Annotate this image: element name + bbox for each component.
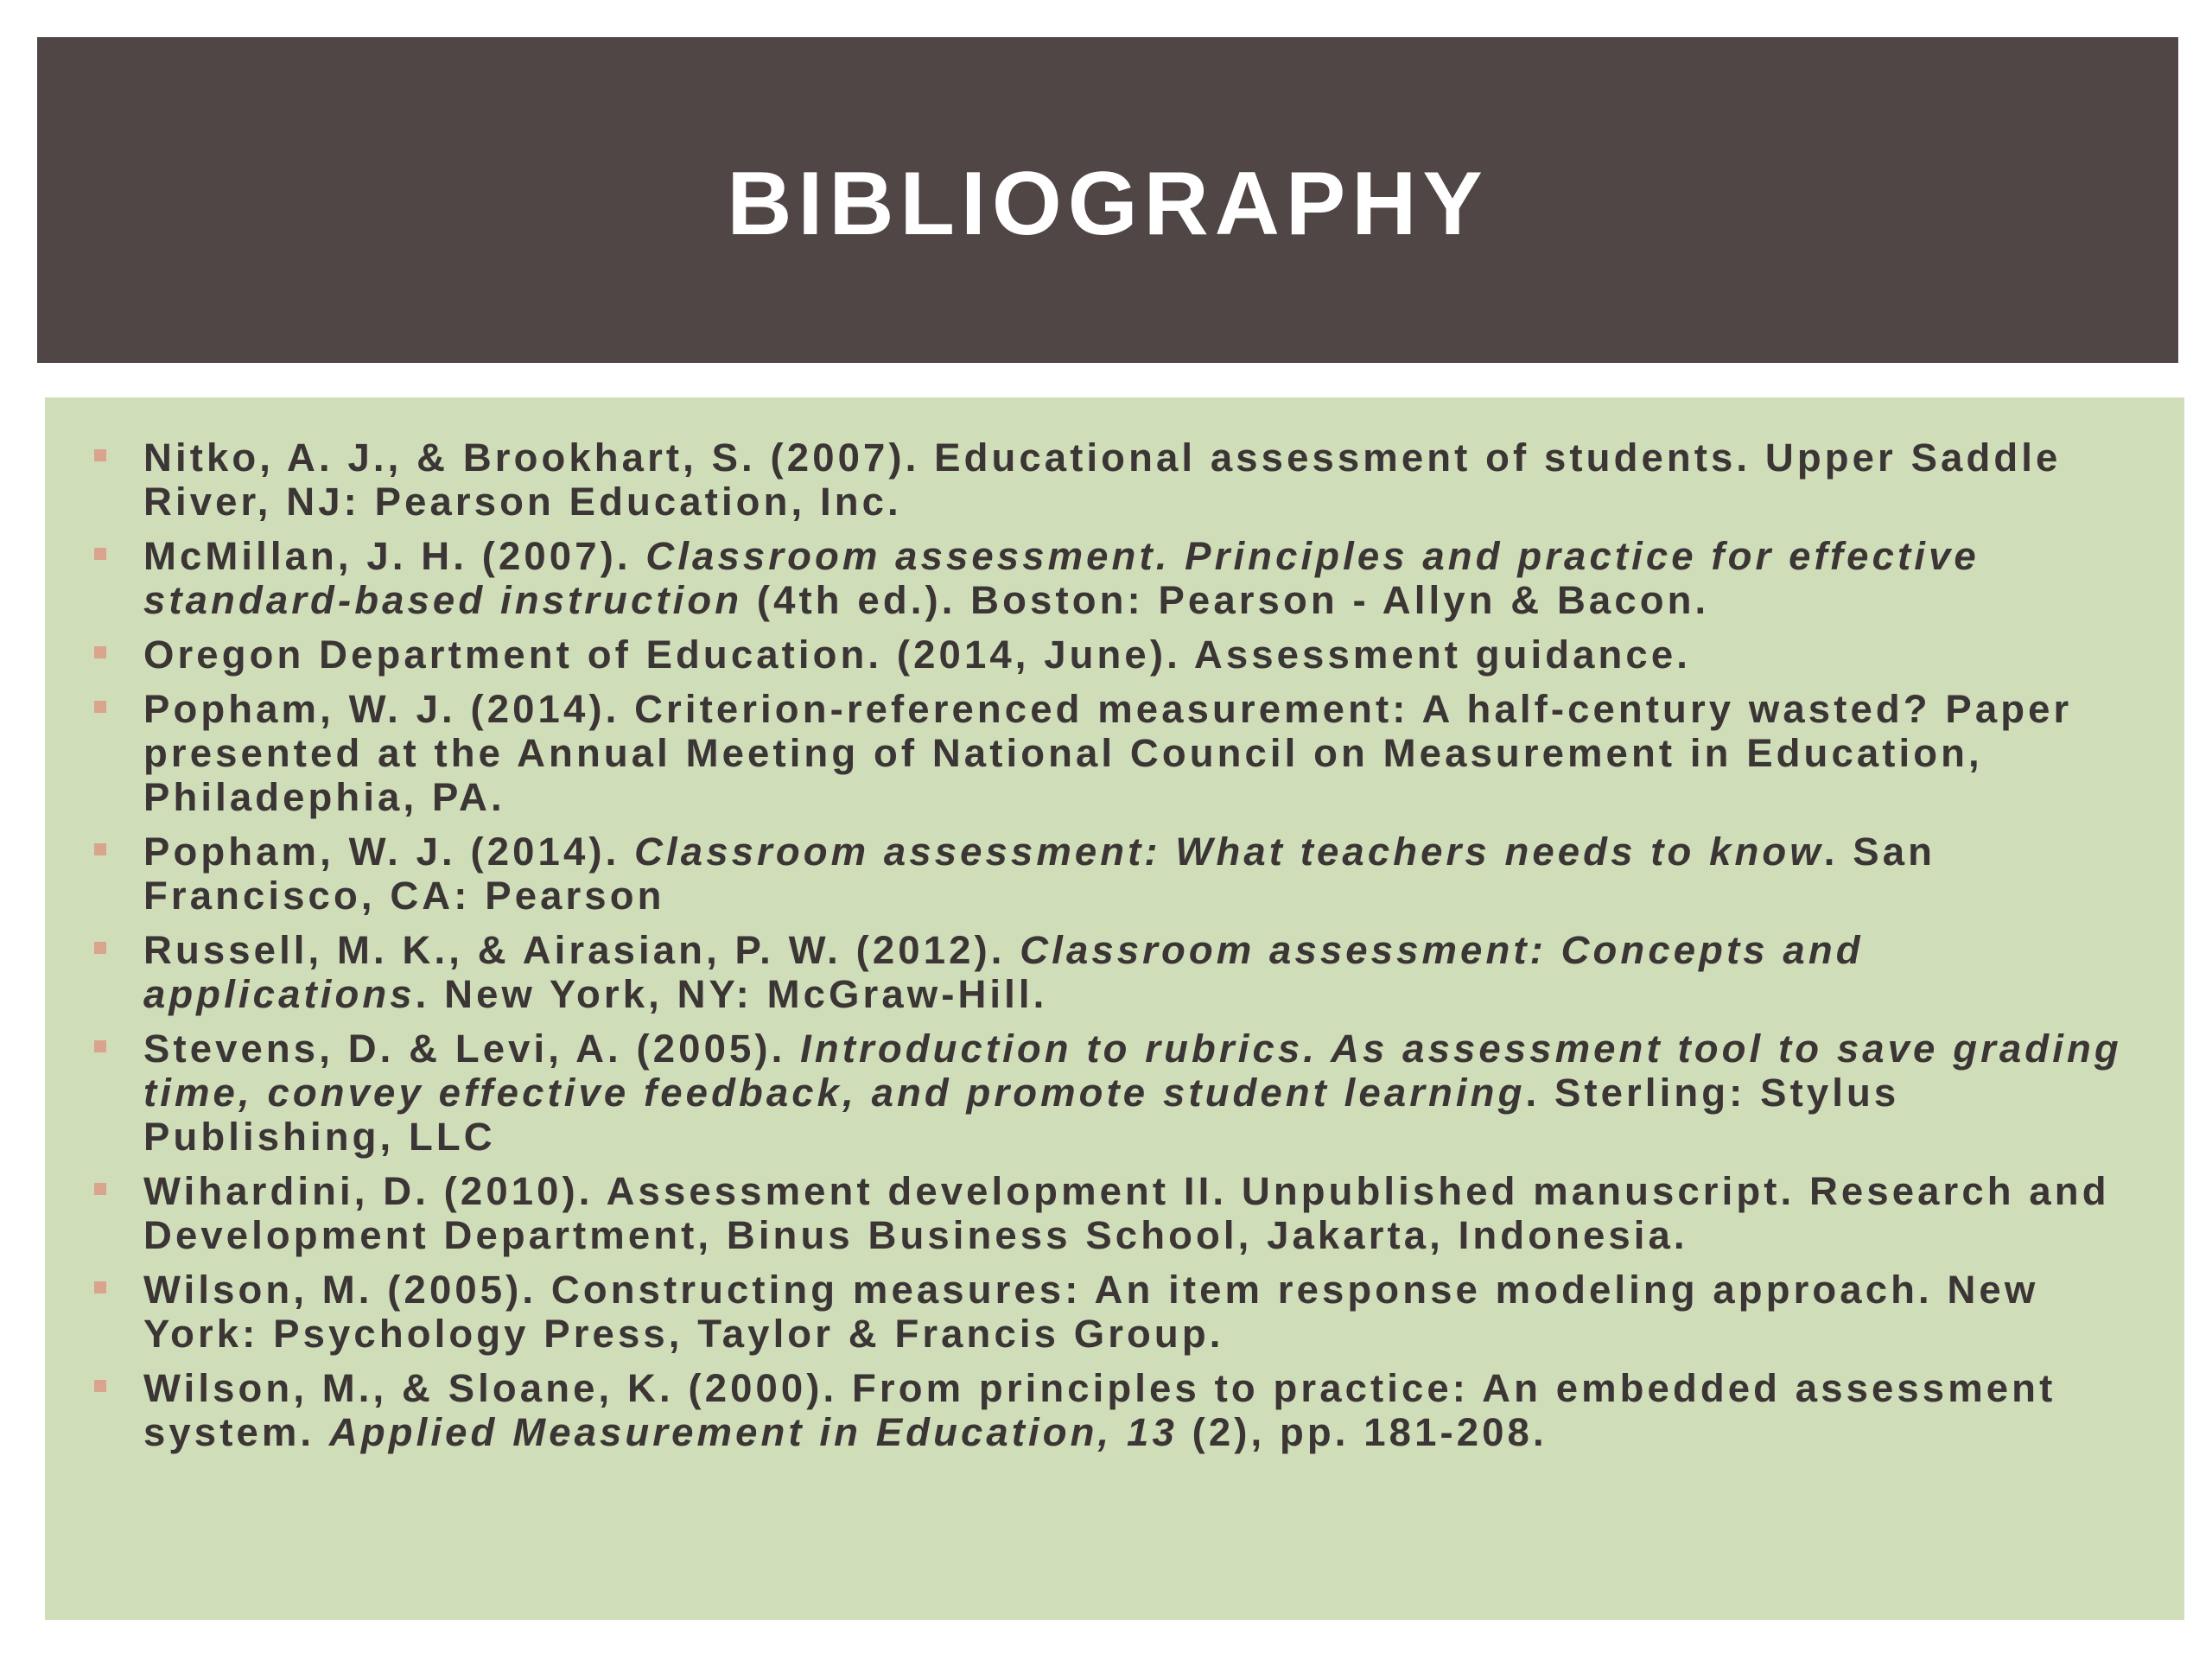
bullet-icon bbox=[94, 843, 106, 855]
reference-item bbox=[45, 1268, 2133, 1356]
title-bar bbox=[37, 37, 2178, 363]
reference-item bbox=[45, 928, 2133, 1016]
reference-italic-title: Classroom assessment: What teachers needs to know bbox=[634, 830, 1824, 874]
bullet-icon bbox=[94, 449, 106, 461]
reference-text: Wilson, M., & Sloane, K. (2000). From principles to practice: An embedded assessment system. bbox=[143, 1366, 2056, 1454]
reference-item bbox=[45, 1366, 2133, 1454]
reference-text: Popham, W. J. (2014). Criterion-referenced measurement: A half-century wasted? Paper presented at the Annual Meeting of National Council on Measurement in Education, Philadephia, PA. bbox=[143, 687, 2073, 819]
reference-text: Wilson, M. (2005). Constructing measures: An item response modeling approach. New York: Psychology Press, Taylor & Francis Group. bbox=[143, 1268, 2039, 1356]
reference-italic-title: Applied Measurement in Education, 13 bbox=[328, 1410, 1178, 1454]
bullet-icon bbox=[94, 548, 106, 560]
bullet-icon bbox=[94, 1040, 106, 1052]
reference-text-end: (2), pp. 181-208. bbox=[1177, 1410, 1548, 1454]
reference-italic-title: Classroom assessment. Principles and practice for effective standard-based instruction bbox=[143, 534, 1980, 622]
bullet-icon bbox=[94, 646, 106, 658]
reference-text: Stevens, D. & Levi, A. (2005). bbox=[143, 1027, 801, 1071]
reference-item bbox=[45, 1169, 2133, 1257]
reference-item bbox=[45, 1027, 2133, 1159]
bullet-icon bbox=[94, 942, 106, 954]
reference-text: Oregon Department of Education. (2014, June). Assessment guidance. bbox=[143, 632, 1691, 677]
reference-italic-title: Introduction to rubrics. As assessment tool to save grading time, convey effective feedback, and promote student learning bbox=[143, 1027, 2122, 1115]
reference-list bbox=[45, 397, 2184, 1454]
bullet-icon bbox=[94, 1380, 106, 1392]
slide-title: BIBLIOGRAPHY bbox=[727, 154, 1489, 254]
bibliography-content bbox=[45, 397, 2184, 1620]
reference-text-end: . San Francisco, CA: Pearson bbox=[143, 830, 1936, 918]
reference-text-end: (4th ed.). Boston: Pearson - Allyn & Bacon. bbox=[742, 578, 1710, 622]
reference-italic-title: Classroom assessment: Concepts and applications bbox=[143, 928, 1864, 1016]
reference-item bbox=[45, 830, 2133, 918]
reference-text: Popham, W. J. (2014). bbox=[143, 830, 635, 874]
reference-item bbox=[45, 632, 2133, 677]
bullet-icon bbox=[94, 701, 106, 713]
reference-text: Wihardini, D. (2010). Assessment development II. Unpublished manuscript. Research and Development Department, Binus Business School, Jakarta, Indonesia. bbox=[143, 1169, 2110, 1257]
reference-item bbox=[45, 534, 2133, 622]
reference-text: McMillan, J. H. (2007). bbox=[143, 534, 646, 578]
reference-text-end: . Sterling: Stylus Publishing, LLC bbox=[143, 1071, 1900, 1159]
reference-text: Russell, M. K., & Airasian, P. W. (2012). bbox=[143, 928, 1020, 972]
reference-text: Nitko, A. J., & Brookhart, S. (2007). Educational assessment of students. Upper Saddle River, NJ: Pearson Education, Inc. bbox=[143, 435, 2062, 524]
bullet-icon bbox=[94, 1281, 106, 1294]
bullet-icon bbox=[94, 1183, 106, 1195]
reference-item bbox=[45, 435, 2133, 524]
reference-text-end: . New York, NY: McGraw-Hill. bbox=[415, 972, 1048, 1016]
reference-item bbox=[45, 687, 2133, 819]
